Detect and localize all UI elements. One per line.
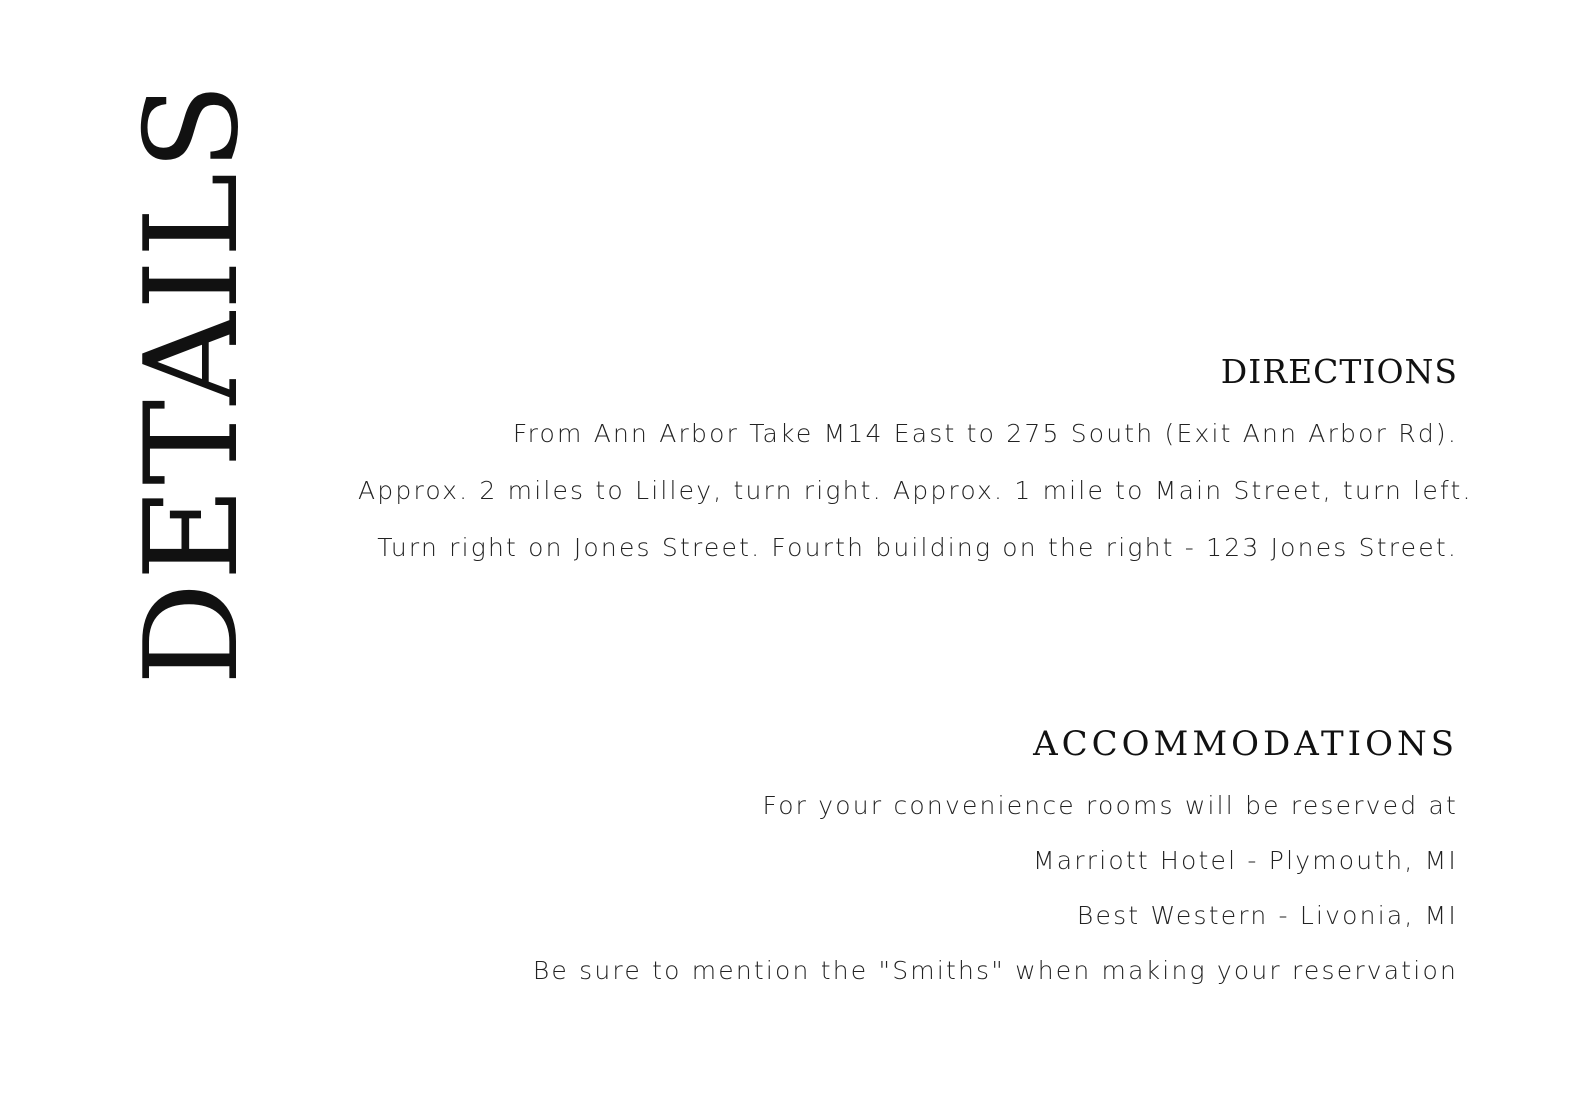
directions-section [358,352,1473,576]
accommodations-section [358,724,1458,998]
directions-line-2: Approx. 2 miles to Lilley, turn right. Approx. 1 mile to Main Street, turn left. [358,476,1473,505]
details-title: DETAILS [118,80,267,686]
accommodations-line-3: Best Western - Livonia, MI [1076,901,1458,930]
directions-line-1: From Ann Arbor Take M14 East to 275 South (Exit Ann Arbor Rd). [512,419,1458,448]
accommodations-line-4: Be sure to mention the "Smiths" when making your reservation [532,956,1458,985]
directions-line-3: Turn right on Jones Street. Fourth building on the right - 123 Jones Street. [377,533,1458,562]
accommodations-heading: ACCOMMODATIONS [1033,724,1458,764]
accommodations-line-2: Marriott Hotel - Plymouth, MI [1033,846,1458,875]
directions-heading: DIRECTIONS [1220,352,1458,391]
vertical-title [118,80,267,686]
accommodations-line-1: For your convenience rooms will be reserved at [762,791,1458,820]
